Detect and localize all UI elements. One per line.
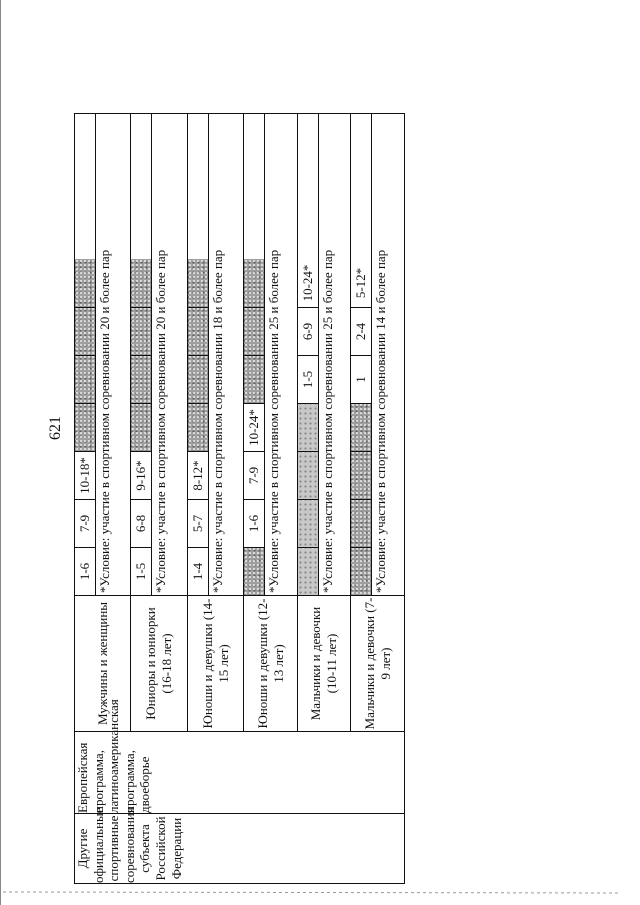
place-range-cell: 1-4	[188, 547, 208, 595]
shaded-place-cell	[75, 355, 95, 403]
place-range-cell: 8-12*	[188, 451, 208, 499]
shaded-place-cell	[244, 547, 264, 595]
places-row	[298, 114, 319, 595]
shaded-place-cell	[298, 451, 318, 499]
place-range-cell: 7-9	[75, 499, 95, 547]
shaded-place-cell	[75, 259, 95, 307]
shaded-place-cell	[188, 259, 208, 307]
place-range-cell: 2-4	[351, 307, 371, 355]
places-row	[131, 114, 152, 595]
place-range-cell: 1-5	[298, 355, 318, 403]
shaded-place-cell	[244, 259, 264, 307]
place-range-cell: 6-9	[298, 307, 318, 355]
condition-note: *Условие: участие в спортивном соревновании 20 и более пар	[153, 249, 168, 593]
shaded-place-cell	[75, 403, 95, 451]
places-row	[75, 114, 96, 595]
condition-note: *Условие: участие в спортивном соревновании 25 и более пар	[320, 249, 335, 593]
place-range-cell: 7-9	[244, 451, 264, 499]
place-range-cell: 1-6	[75, 547, 95, 595]
condition-note: *Условие: участие в спортивном соревновании 20 и более пар	[97, 249, 112, 593]
places-and-condition-cell	[131, 114, 188, 596]
shaded-place-cell	[298, 499, 318, 547]
table-row	[75, 114, 131, 884]
shaded-place-cell	[131, 307, 151, 355]
place-range-cell: 1	[351, 355, 371, 403]
condition-note: *Условие: участие в спортивном соревновании 14 и более пар	[373, 249, 388, 593]
condition-note: *Условие: участие в спортивном соревновании 25 и более пар	[266, 249, 281, 593]
shaded-place-cell	[351, 547, 371, 595]
shaded-place-cell	[131, 355, 151, 403]
age-group-cell: Юниоры и юниорки (16-18 лет)	[131, 596, 188, 732]
shaded-place-cell	[244, 307, 264, 355]
shaded-place-cell	[75, 307, 95, 355]
shaded-place-cell	[188, 355, 208, 403]
shaded-place-cell	[188, 307, 208, 355]
place-range-cell: 5-7	[188, 499, 208, 547]
shaded-place-cell	[351, 403, 371, 451]
places-and-condition-cell	[188, 114, 244, 596]
program-cell: Европейская программа, латиноамериканская программа, двоеборье	[75, 732, 405, 814]
place-range-cell: 6-8	[131, 499, 151, 547]
shaded-place-cell	[131, 403, 151, 451]
shaded-place-cell	[131, 259, 151, 307]
place-range-cell: 5-12*	[353, 267, 368, 299]
age-group-cell: Мужчины и женщины	[75, 596, 131, 732]
shaded-place-cell	[351, 499, 371, 547]
rotated-table-wrapper	[74, 114, 404, 884]
age-group-cell: Мальчики и девочки (7-9 лет)	[351, 596, 405, 732]
shaded-place-cell	[188, 403, 208, 451]
place-range-cell: 10-18*	[75, 451, 95, 499]
place-range-cell: 10-24*	[244, 403, 264, 451]
shaded-place-cell	[351, 451, 371, 499]
places-and-condition-cell	[75, 114, 131, 596]
places-and-condition-cell	[351, 114, 405, 596]
age-group-cell: Мальчики и девочки (10-11 лет)	[298, 596, 351, 732]
condition-note: *Условие: участие в спортивном соревновании 18 и более пар	[210, 249, 225, 593]
places-row	[188, 114, 209, 595]
age-group-cell: Юноши и девушки (14-15 лет)	[188, 596, 244, 732]
place-range-cell: 9-16*	[131, 451, 151, 499]
place-range-cell: 1-5	[131, 547, 151, 595]
places-row	[244, 114, 265, 595]
place-range-cell: 1-6	[244, 499, 264, 547]
places-row	[351, 114, 372, 595]
shaded-place-cell	[298, 403, 318, 451]
competition-cell: Другие официальные спортивные соревнования субъекта Российской Федерации	[75, 814, 405, 884]
classification-table	[74, 113, 405, 884]
page-number: 621	[47, 416, 64, 440]
shaded-place-cell	[244, 355, 264, 403]
places-and-condition-cell	[298, 114, 351, 596]
place-range-cell: 10-24*	[300, 264, 315, 302]
shaded-place-cell	[298, 547, 318, 595]
age-group-cell: Юноши и девушки (12-13 лет)	[244, 596, 298, 732]
places-and-condition-cell	[244, 114, 298, 596]
